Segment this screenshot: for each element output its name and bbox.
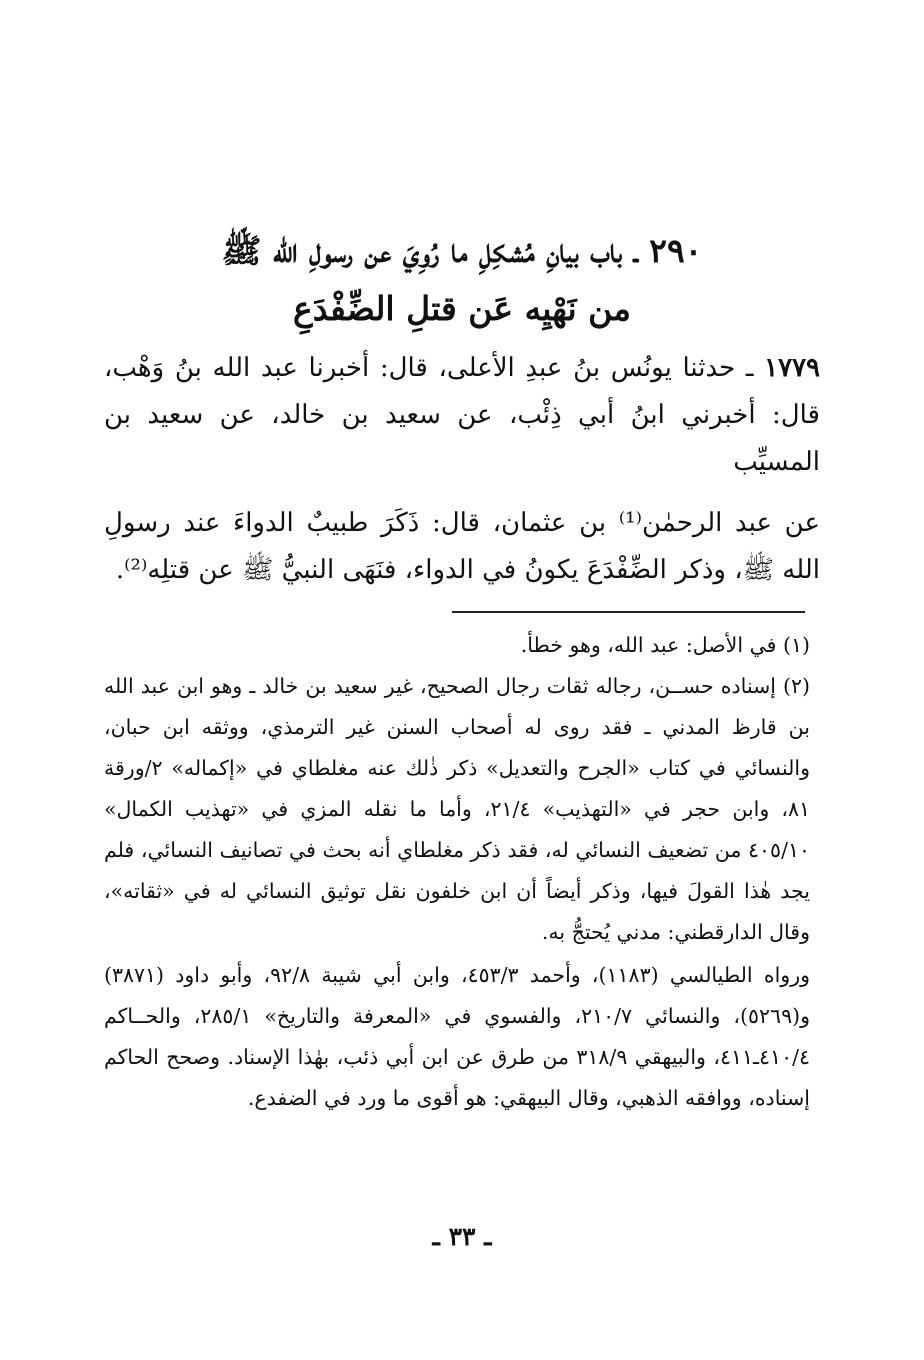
footnote-separator [452,611,805,613]
page-number: ـ ٣٣ ـ [432,1222,492,1251]
footnote-1: (١) في الأصل: عبد الله، وهو خطأ. [520,633,810,657]
hadith-isnad-text: ـ حدثنا يونُس بنُ عبدِ الأعلى، قال: أخبرنا عبد الله بنُ وَهْب، قال: أخبرني ابنُ أبي ذِئْب، عن سعيد بن خالد، عن سعيد بن المسيِّب [104,353,820,477]
hadith-isnad-paragraph [104,345,820,486]
hadith-matn-paragraph: عن عبد الرحمٰن⁽¹⁾ بن عثمان، قال: ذَكَرَ طبيبٌ الدواءَ عند رسولِ الله ﷺ، وذكر الضِّفْدَعَ يكونُ في الدواء، فنَهَى النبيُّ ﷺ عن قتلِه⁽²⁾. [104,508,820,585]
footnote-2: (٢) إسناده حســن، رجاله ثقات رجال الصحيح، غير سعيد بن خالد ـ وهو ابن عبد الله بن قارظ المدني ـ فقد روى له أصحاب السنن غير الترمذي، ووثقه ابن حبان، والنسائي في كتاب «الجرح والتعديل» ذكر ذٰلك عنه مغلطاي في «إكماله» ٢/ورقة ٨١، وابن حجر في «التهذيب» ٢١/٤، وأما ما نقله المزي في «تهذيب الكمال» ٤٠٥/١٠ من تضعيف النسائي له، فقد ذكر مغلطاي أنه بحث في تصانيف النسائي، فلم يجد هٰذا القولَ فيها، وذكر أيضاً أن ابن خلفون نقل توثيق النسائي له في «ثقاته»، وقال الدارقطني: مدني يُحتجُّ به. [104,674,810,944]
footnotes [104,625,810,1119]
footnote-2-continuation: ورواه الطيالسي (١١٨٣)، وأحمد ٤٥٣/٣، وابن أبي شيبة ٩٢/٨، وأبو داود (٣٨٧١) و(٥٢٦٩)، والنسائي ٢١٠/٧، والفسوي في «المعرفة والتاريخ» ٢٨٥/١، والحــاكم ٤١٠/٤ـ٤١١، والبيهقي ٣١٨/٩ من طرق عن ابن أبي ذئب، بهٰذا الإسناد. وصحح الحاكم إسناده، ووافقه الذهبي، وقال البيهقي: هو أقوى ما ورد في الضفدع. [104,963,810,1110]
hadith-number: ١٧٧٩ [764,353,820,383]
chapter-heading-line-2: من نَهْيِه عَن قتلِ الضِّفْدَعِ [293,289,631,328]
chapter-heading [90,222,834,338]
chapter-heading-line-1: ٢٩٠ ـ باب بيانِ مُشكِلِ ما رُوِيَ عن رسولِ الله ﷺ [221,231,703,270]
